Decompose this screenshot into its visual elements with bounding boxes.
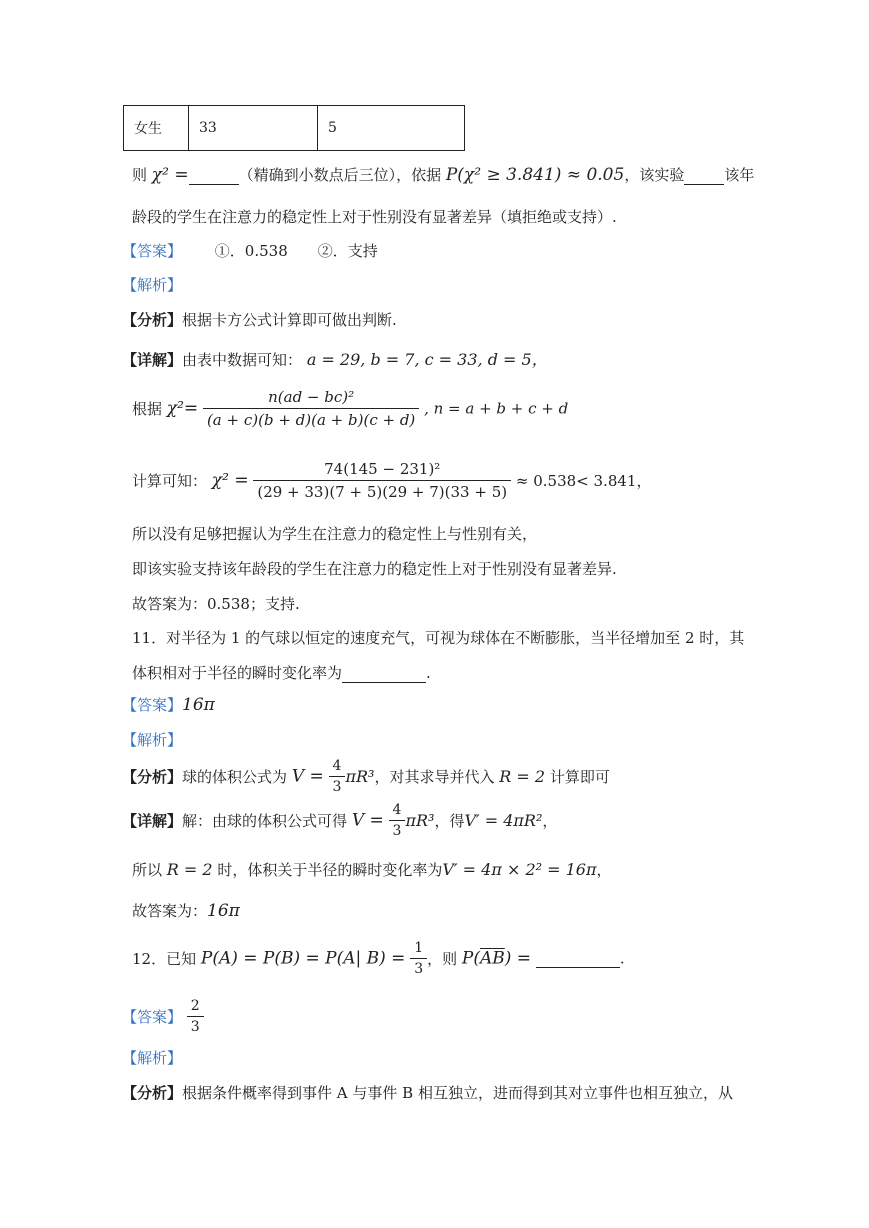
fraction-numerator: 1 <box>410 940 427 959</box>
answer-blank <box>536 949 620 968</box>
fraction-denominator: 3 <box>414 961 424 977</box>
text: 则 <box>132 166 148 184</box>
text: 计算可知： <box>132 472 208 490</box>
fraction <box>329 758 346 795</box>
fraction-numerator: 4 <box>329 758 346 777</box>
fraction-numerator: n(ad − bc)² <box>203 388 419 409</box>
table-cell: 5 <box>318 106 465 151</box>
q10-answer <box>122 240 378 261</box>
fraction-denominator: (29 + 33)(7 + 5)(29 + 7)(33 + 5) <box>257 483 508 501</box>
q12-jiexi: 【解析】 <box>122 1049 183 1067</box>
fenxi-text: 根据卡方公式计算即可做出判断. <box>182 311 397 329</box>
b-bar: $\overline{B}$ <box>492 948 505 969</box>
math-rhs: , n = a + b + c + d <box>424 399 569 418</box>
math: P(A) = P(B) = P(A| B) = <box>200 948 406 969</box>
fraction-numerator: 4 <box>389 802 406 821</box>
text: . <box>619 949 625 968</box>
q12-question <box>132 940 625 977</box>
fraction <box>253 460 511 501</box>
math: 16π <box>207 901 240 921</box>
probability-expression: P(χ² ≥ 3.841) ≈ 0.05 <box>445 165 625 185</box>
q11-xiangjie <box>122 802 557 839</box>
text: ，得 <box>434 812 465 830</box>
q10-fenxi <box>122 309 397 330</box>
text: （精确到小数点后三位），依据 <box>238 166 442 184</box>
text: ，则 <box>427 950 458 968</box>
fraction-denominator: (a + c)(b + d)(a + b)(c + d) <box>206 411 416 429</box>
text: 所以 <box>132 861 163 879</box>
fraction-denominator: 3 <box>332 779 342 795</box>
answer-label: 【答案】 <box>122 242 183 260</box>
math: πR³ <box>405 811 435 830</box>
text: 根据 <box>132 400 163 418</box>
math: V = <box>291 766 324 787</box>
math: V = <box>351 810 384 831</box>
math: R = 2 <box>499 767 546 786</box>
math: V′ = 4π × 2² = 16π <box>442 860 597 879</box>
q10-question-line1 <box>132 164 754 185</box>
math-lhs: χ² = <box>211 470 249 491</box>
fenxi-label: 【分析】 <box>122 1084 183 1102</box>
text: 时，体积关于半径的瞬时变化率为 <box>217 861 443 879</box>
text: 解：由球的体积公式可得 <box>182 812 348 830</box>
answer-label: 【答案】 <box>122 696 183 714</box>
q10-jiexi: 【解析】 <box>122 276 183 294</box>
q11-question-line2 <box>132 662 431 683</box>
data-table <box>123 105 465 151</box>
fraction-denominator: 3 <box>190 1019 200 1035</box>
q10-calc <box>132 460 651 501</box>
math-lhs: χ²= <box>166 398 199 419</box>
chi-square-symbol: χ² = <box>151 165 189 185</box>
fraction-numerator: 74(145 − 231)² <box>253 460 511 481</box>
math: V′ = 4πR² <box>464 811 543 830</box>
xiangjie-label: 【详解】 <box>122 351 183 369</box>
xiangjie-text: 由表中数据可知： <box>182 351 303 369</box>
fenxi-text: 根据条件概率得到事件 A 与事件 B 相互独立，进而得到其对立事件也相互独立，从 <box>182 1084 733 1102</box>
answer-blank <box>189 166 239 185</box>
math-part: ) = <box>504 948 532 969</box>
text: ， <box>542 812 558 830</box>
q11-answer <box>122 694 215 715</box>
answer-blank <box>684 166 724 185</box>
table-cell: 女生 <box>124 106 189 151</box>
fenxi-label: 【分析】 <box>122 311 183 329</box>
q12-answer <box>122 998 204 1035</box>
fraction <box>389 802 406 839</box>
q12-fenxi <box>122 1082 733 1103</box>
table-row <box>124 106 465 151</box>
q11-jiexi: 【解析】 <box>122 731 183 749</box>
text: 故答案为： <box>132 902 208 920</box>
q10-xiangjie <box>122 347 548 370</box>
fraction-numerator: 2 <box>187 998 204 1017</box>
math: πR³ <box>345 767 375 786</box>
q10-conclusion-1: 所以没有足够把握认为学生在注意力的稳定性上与性别有关， <box>132 525 538 543</box>
fraction <box>203 388 419 429</box>
answer-text: 16π <box>182 695 215 715</box>
text: . <box>426 664 431 682</box>
a-bar: $\overline{A}$ <box>479 948 493 969</box>
q11-final <box>132 900 240 921</box>
text: 球的体积公式为 <box>182 768 288 786</box>
math: R = 2 <box>166 860 213 879</box>
math-values: a = 29, b = 7, c = 33, d = 5， <box>306 350 548 369</box>
fraction <box>187 998 204 1035</box>
fraction <box>410 940 427 977</box>
text: 体积相对于半径的瞬时变化率为 <box>132 664 343 682</box>
text: 该年 <box>724 166 755 184</box>
fraction-denominator: 3 <box>392 823 402 839</box>
math-rhs: ≈ 0.538< 3.841， <box>515 472 652 490</box>
q10-final: 故答案为：0.538；支持. <box>132 595 300 613</box>
text: ，对其求导并代入 <box>374 768 495 786</box>
fenxi-label: 【分析】 <box>122 768 183 786</box>
q10-question-line2: 龄段的学生在注意力的稳定性上对于性别没有显著差异（填拒绝或支持）. <box>132 208 617 226</box>
q10-formula <box>132 388 568 429</box>
text: ， <box>596 861 612 879</box>
q11-question-line1: 11．对半径为 1 的气球以恒定的速度充气，可视为球体在不断膨胀，当半径增加至 2 时，其 <box>132 629 745 647</box>
math-part: P( <box>461 948 480 969</box>
q10-conclusion-2: 即该实验支持该年龄段的学生在注意力的稳定性上对于性别没有显著差异. <box>132 560 617 578</box>
answer-text: ①．0.538 ②．支持 <box>214 242 378 260</box>
q11-fenxi <box>122 758 610 795</box>
table-cell: 33 <box>189 106 318 151</box>
xiangjie-label: 【详解】 <box>122 812 183 830</box>
answer-label: 【答案】 <box>122 1008 183 1026</box>
text: ，该实验 <box>624 166 685 184</box>
answer-blank <box>342 664 426 683</box>
text: 计算即可 <box>549 768 610 786</box>
math <box>462 949 531 969</box>
q11-so <box>132 859 612 880</box>
text: 12．已知 <box>132 950 197 968</box>
